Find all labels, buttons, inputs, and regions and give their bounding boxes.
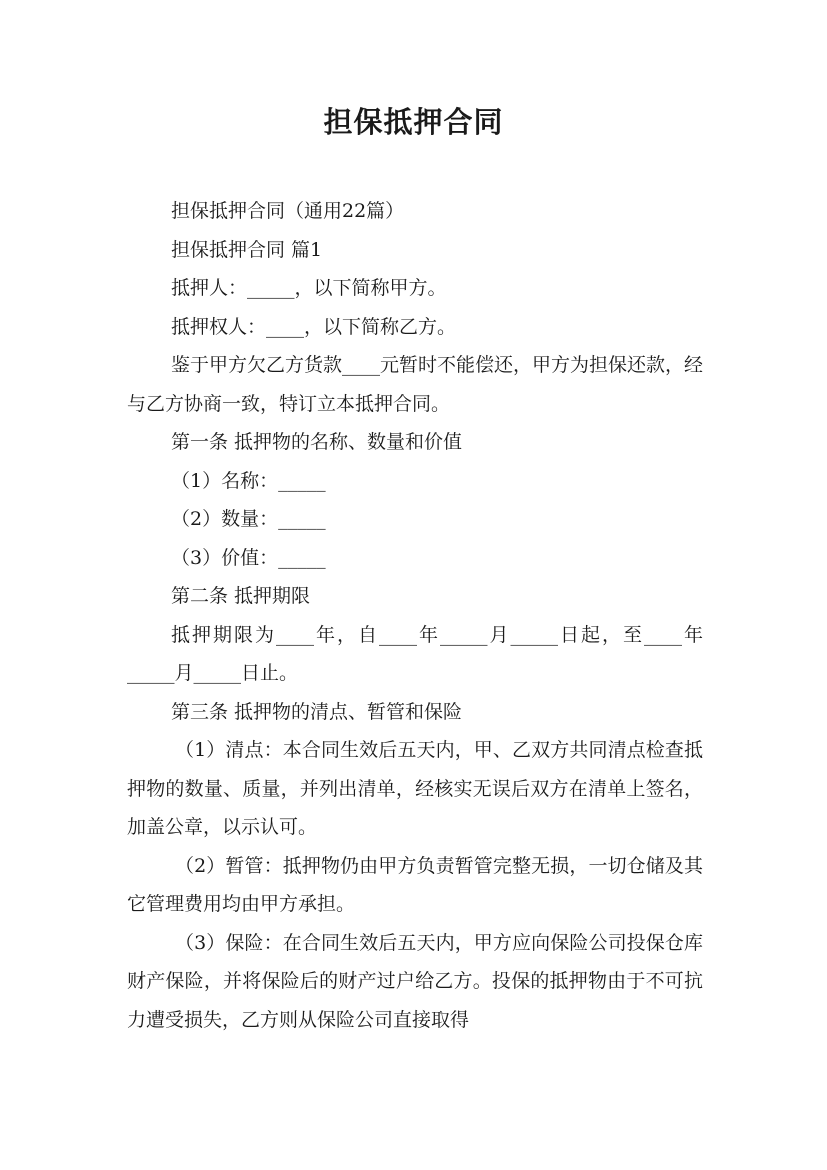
article-3-heading: 第三条 抵押物的清点、暂管和保险 bbox=[171, 700, 463, 723]
paragraph-preamble: 鉴于甲方欠乙方货款____元暂时不能偿还，甲方为担保还款，经与乙方协商一致，特订立本抵押合同。 bbox=[127, 354, 704, 415]
article-3-custody: （2）暂管：抵押物仍由甲方负责暂管完整无损，一切仓储及其它管理费用均由甲方承担。 bbox=[127, 854, 703, 915]
article-2-term: 抵押期限为____年，自____年_____月_____日起，至____年_____月_____日止。 bbox=[127, 623, 703, 684]
article-1-heading: 第一条 抵押物的名称、数量和价值 bbox=[171, 431, 463, 453]
article-2-heading: 第二条 抵押期限 bbox=[171, 585, 311, 607]
paragraph-mortgagor: 抵押人：_____，以下简称甲方。 bbox=[171, 277, 447, 299]
article-3-insurance: （3）保险：在合同生效后五天内，甲方应向保险公司投保仓库财产保险，并将保险后的财产过户给乙方。投保的抵押物由于不可抗力遭受损失，乙方则从保险公司直接取得 bbox=[127, 931, 703, 1031]
article-1-item-quantity: （2）数量：_____ bbox=[171, 508, 326, 530]
paragraph-section-heading: 担保抵押合同 篇1 bbox=[171, 238, 323, 261]
paragraph-subtitle: 担保抵押合同（通用22篇） bbox=[171, 200, 405, 222]
article-1-item-value: （3）价值：_____ bbox=[171, 546, 326, 569]
article-1-item-name: （1）名称：_____ bbox=[171, 469, 326, 492]
article-3-inventory: （1）清点：本合同生效后五天内，甲、乙双方共同清点检查抵押物的数量、质量，并列出清单，经核实无误后双方在清单上签名，加盖公章，以示认可。 bbox=[127, 739, 703, 838]
document-body bbox=[127, 192, 703, 1039]
paragraph-mortgagee: 抵押权人：____，以下简称乙方。 bbox=[171, 315, 457, 338]
document-title: 担保抵押合同 bbox=[323, 105, 504, 139]
